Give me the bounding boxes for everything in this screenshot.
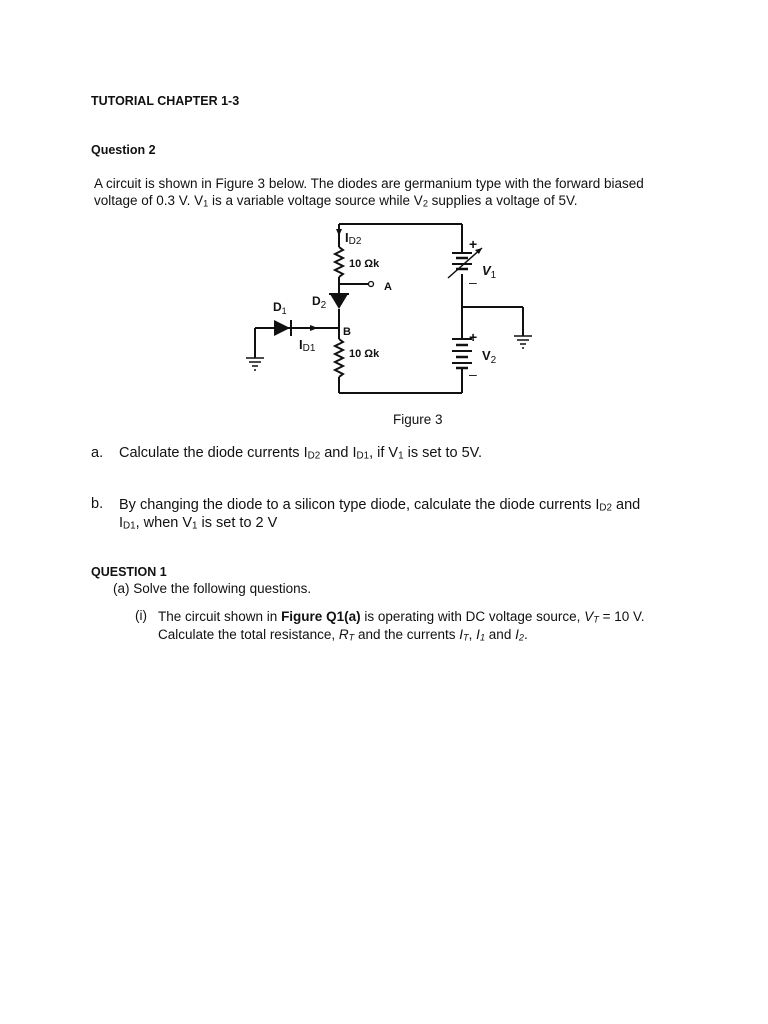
node-a-terminal (369, 282, 374, 287)
document-title: TUTORIAL CHAPTER 1-3 (91, 94, 240, 108)
part-a-text: Calculate the diode currents $I_{D2}$ and $I_{D1}$, if $V_1$ is set to 5V. (119, 445, 483, 462)
question-1-heading: QUESTION 1 (91, 565, 167, 579)
part-b-label: b. (91, 496, 104, 512)
label-resistor-2: 10 Ωk (349, 348, 380, 360)
figure-caption: Figure 3 (393, 412, 443, 427)
question-2-intro (94, 175, 714, 209)
battery-v1-icon (448, 248, 482, 278)
label-node-b: B (343, 326, 351, 338)
label-resistor-1: 10 Ωk (349, 258, 380, 270)
current-arrow-id2 (336, 229, 342, 236)
label-id2: ID2 (345, 230, 362, 247)
ground-right-icon (514, 336, 532, 348)
diode-d1-icon (274, 320, 290, 336)
item-i-text (158, 608, 718, 644)
label-node-a: A (384, 281, 392, 293)
label-d2: $D_2$ (312, 294, 327, 311)
part-b-line-2: $I_{D1}$, when $V_1$ is set to 2 V (119, 515, 278, 532)
intro-line-1: A circuit is shown in Figure 3 below. The diodes are germanium type with the forward biased (94, 176, 644, 191)
label-v2: $V_2$ (482, 348, 497, 366)
label-v1: $V_1$ (482, 263, 497, 281)
label-v1-plus: + (469, 236, 478, 252)
label-v2-minus: – (469, 366, 477, 382)
item-i-line-2: Calculate the total resistance, $R_T$ and the currents $I_T$, $I_1$ and $I_2$. (158, 627, 528, 643)
part-a-label: a. (91, 445, 104, 461)
item-i-label: (i) (135, 608, 147, 623)
label-v1-minus: – (469, 274, 477, 290)
question-2-heading: Question 2 (91, 143, 156, 157)
item-i-line-1: The circuit shown in Figure Q1(a) is operating with DC voltage source, $V_T = 10$ V. (158, 609, 645, 625)
resistor-1 (335, 247, 343, 277)
resistor-2 (335, 339, 343, 377)
circuit-diagram (230, 215, 550, 405)
current-arrow-id1 (310, 325, 318, 331)
intro-line-2: voltage of 0.3 V. $V_1$ is a variable voltage source while $V_2$ supplies a voltage of 5V. (94, 193, 578, 209)
ground-left-icon (246, 358, 264, 370)
label-d1: $D_1$ (273, 300, 287, 316)
question-1-sub-a: (a) Solve the following questions. (113, 581, 312, 596)
part-b-text (119, 496, 640, 532)
label-v2-plus: + (469, 329, 478, 345)
label-id1: ID1 (299, 337, 316, 354)
part-b-line-1: By changing the diode to a silicon type diode, calculate the diode currents $I_{D2}$ and (119, 497, 641, 514)
diode-d2-icon (330, 294, 348, 309)
